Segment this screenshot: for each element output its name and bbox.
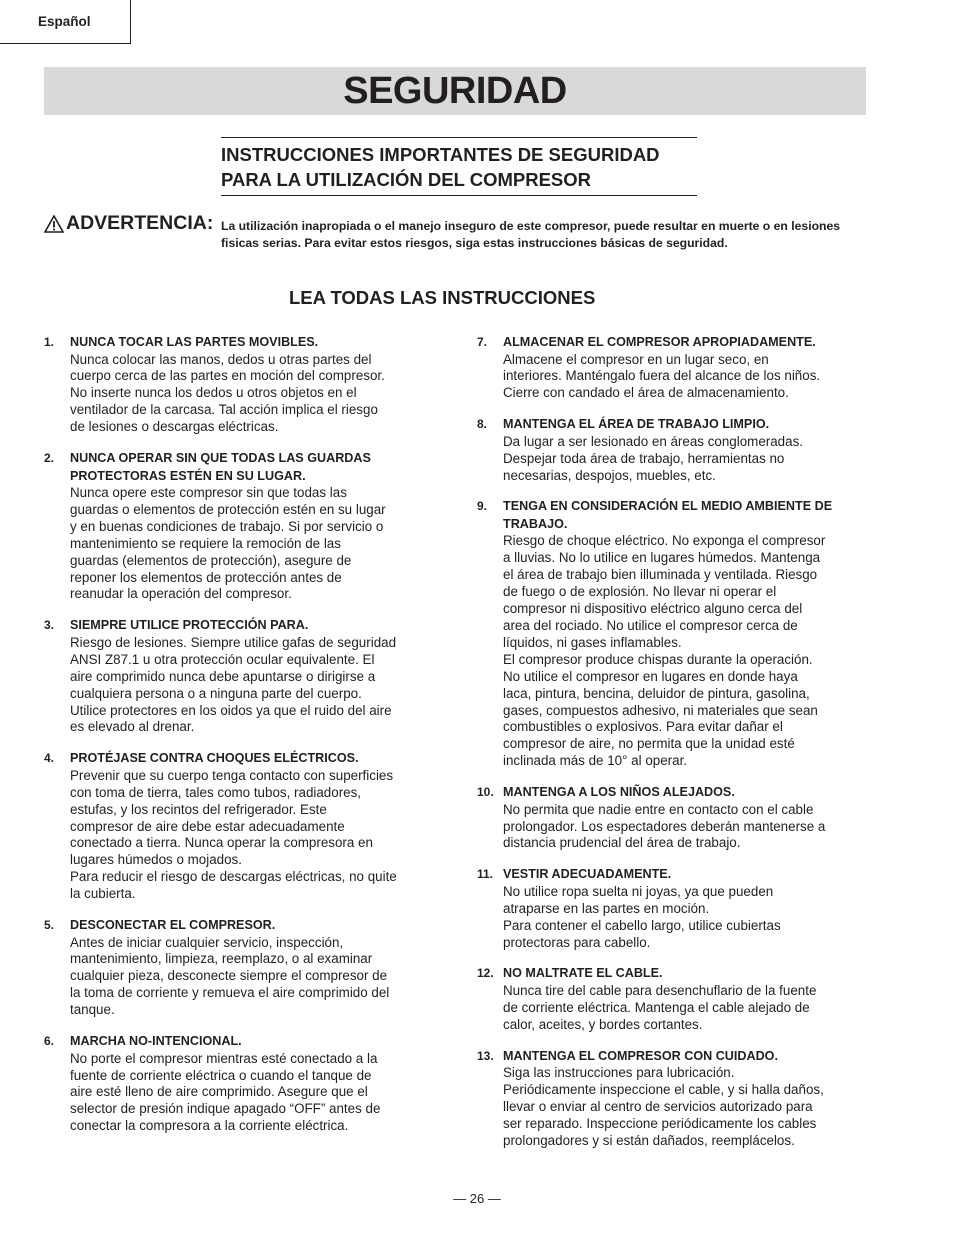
instruction-heading: ALMACENAR EL COMPRESOR APROPIADAMENTE. [503,335,816,349]
read-all-heading: LEA TODAS LAS INSTRUCCIONES [289,287,596,308]
warning-label [44,212,213,235]
instruction-heading: MANTENGA EL COMPRESOR CON CUIDADO. [503,1048,778,1063]
instruction-item [477,498,872,770]
instruction-body: Almacene el compresor en un lugar seco, en interiores. Manténgalo fuera del alcance de los niños. Cierre con candado el área de almacenamiento. [503,351,821,401]
instruction-heading: PROTÉJASE CONTRA CHOQUES ELÉCTRICOS. [70,751,359,766]
page-number: — 26 — [453,1191,501,1206]
instruction-item [44,617,439,736]
instruction-item [477,866,872,951]
instruction-number: 6. [44,1034,55,1049]
language-tab [0,0,131,44]
instruction-number: 8. [477,417,488,432]
instruction-item [477,1048,872,1150]
title-band [44,67,866,115]
instruction-body: Prevenir que su cuerpo tenga contacto con superficies con toma de tierra, tales como tubos, radiadores, estufas, y los recintos del refrigerador. Este compresor de aire debe estar adecuadamente conectado a tierra. Nunca operar la compresora en lugares húmedos o mojados. Para reducir el riesgo de descargas eléctricas, no quite la cubierta. [70,767,397,902]
instruction-body: No permita que nadie entre en contacto con el cable prolongador. Los espectadores deberán mantenerse a distancia prudencial del área de trabajo. [503,801,826,851]
instruction-number: 9. [477,499,488,514]
instruction-number: 12. [477,966,494,981]
instruction-heading: DESCONECTAR EL COMPRESOR. [70,918,276,933]
warning-text: La utilización inapropiada o el manejo inseguro de este compresor, puede resultar en muerte o en lesiones fisicas serias. Para evitar estos riesgos, siga estas instrucciones básicas de seguridad. [221,219,841,251]
warning-label-text: ADVERTENCIA: [66,212,214,234]
instruction-number: 5. [44,918,55,933]
instruction-body: Riesgo de choque eléctrico. No exponga el compresor a lluvias. No lo utilice en lugares húmedos. Mantenga el área de trabajo bien illuminada y ventilada. Riesgo de fuego o de explosión. No llevar ni operar el compresor ni dispositivo eléctrico alguno cerca del area del rociado. No utilice el compresor cerca de líquidos, ni gases inflamables. El compresor produce chispas durante la operación. No utilice el compresor en lugares en donde haya laca, pintura, bencina, deluidor de pintura, gasolina, gases, compuestos adhesivo, ni materiales que sean combustibles o explosivos. Para evitar dañar el compresor de aire, no permita que la unidad esté inclinada más de 10° al operar. [503,533,826,769]
instruction-item [477,416,872,484]
instruction-heading: VESTIR ADECUADAMENTE. [503,867,672,882]
instruction-item [44,917,439,1019]
instruction-item [477,334,872,402]
instruction-heading: SIEMPRE UTILICE PROTECCIÓN PARA. [70,618,309,633]
instruction-item [44,450,439,603]
instruction-number: 1. [44,335,55,349]
instruction-body: No porte el compresor mientras esté conectado a la fuente de corriente eléctrica o cuando el tanque de aire esté lleno de aire comprimido. Asegure que el selector de presión indique apagado “OFF” antes de conectar la compresora a la corriente eléctrica. [70,1050,381,1134]
instruction-number: 13. [477,1048,494,1063]
instruction-number: 3. [44,618,55,633]
instruction-body: Nunca colocar las manos, dedos u otras partes del cuerpo cerca de las partes en moción del compresor. No inserte nunca los dedos u otros objetos en el ventilador de la carcasa. Tal acción implica el riesgo de lesiones o descargas eléctricas. [70,351,385,435]
instruction-body: Da lugar a ser lesionado en áreas conglomeradas. Despejar toda área de trabajo, herramientas no necesarias, despojos, muebles, etc. [503,433,803,483]
warning-triangle-icon [44,215,64,233]
instruction-number: 4. [44,751,55,766]
instruction-heading: MARCHA NO-INTENCIONAL. [70,1034,242,1049]
instruction-heading: NUNCA OPERAR SIN QUE TODAS LAS GUARDAS PROTECTORAS ESTÉN EN SU LUGAR. [70,451,371,483]
instruction-number: 2. [44,451,55,466]
instruction-heading: MANTENGA A LOS NIÑOS ALEJADOS. [503,785,735,800]
instruction-item [44,334,439,436]
instruction-heading: NO MALTRATE EL CABLE. [503,966,663,981]
instruction-item [44,1033,439,1135]
instruction-heading: MANTENGA EL ÁREA DE TRABAJO LIMPIO. [503,417,770,432]
instruction-number: 7. [477,335,488,349]
instructions-left-column [44,334,439,1149]
section-heading-line1: INSTRUCCIONES IMPORTANTES DE SEGURIDAD [221,144,660,165]
instruction-item [477,784,872,852]
section-heading [221,137,697,196]
instruction-number: 11. [477,867,494,882]
instruction-number: 10. [477,785,494,800]
instruction-item [44,750,439,903]
instruction-body: Antes de iniciar cualquier servicio, inspección, mantenimiento, limpieza, reemplazo, o al examinar cualquier pieza, desconecte siempre el compresor de la toma de corriente y remueva el aire comprimido del tanque. [70,934,390,1018]
page-title: SEGURIDAD [343,70,567,112]
instruction-body: Nunca tire del cable para desenchuflario de la fuente de corriente eléctrica. Mantenga el cable alejado de calor, aceites, y bordes cortantes. [503,982,817,1032]
instruction-heading: NUNCA TOCAR LAS PARTES MOVIBLES. [70,335,319,349]
instruction-heading: TENGA EN CONSIDERACIÓN EL MEDIO AMBIENTE DE TRABAJO. [503,499,833,531]
instruction-body: Siga las instrucciones para lubricación. Periódicamente inspeccione el cable, y si halla daños, llevar o enviar al centro de servicios autorizado para ser reparado. Inspeccione periódicamente los cables prolongadores y si están dañados, reemplácelos. [503,1065,824,1148]
instruction-body: Nunca opere este compresor sin que todas las guardas o elementos de protección estén en su lugar y en buenas condiciones de trabajo. Si por servicio o mantenimiento se requiere la remoción de las guardas (elementos de protección), asegure de reponer los elementos de protección antes de reanudar la operación del compresor. [70,485,386,602]
instruction-item [477,965,872,1033]
instruction-body: No utilice ropa suelta ni joyas, ya que pueden atraparse en las partes en moción. Para contener el cabello largo, utilice cubiertas protectoras para cabello. [503,883,781,950]
instructions-right-column [477,334,872,1164]
instruction-body: Riesgo de lesiones. Siempre utilice gafas de seguridad ANSI Z87.1 u otra protección ocular equivalente. El aire comprimido nunca debe apuntarse o dirigirse a cualquiera persona o a ninguna parte del cuerpo. Utilice protectores en los oidos ya que el ruido del aire es elevado al drenar. [70,634,397,735]
section-heading-line2: PARA LA UTILIZACIÓN DEL COMPRESOR [221,169,591,190]
language-label: Español [38,14,91,29]
